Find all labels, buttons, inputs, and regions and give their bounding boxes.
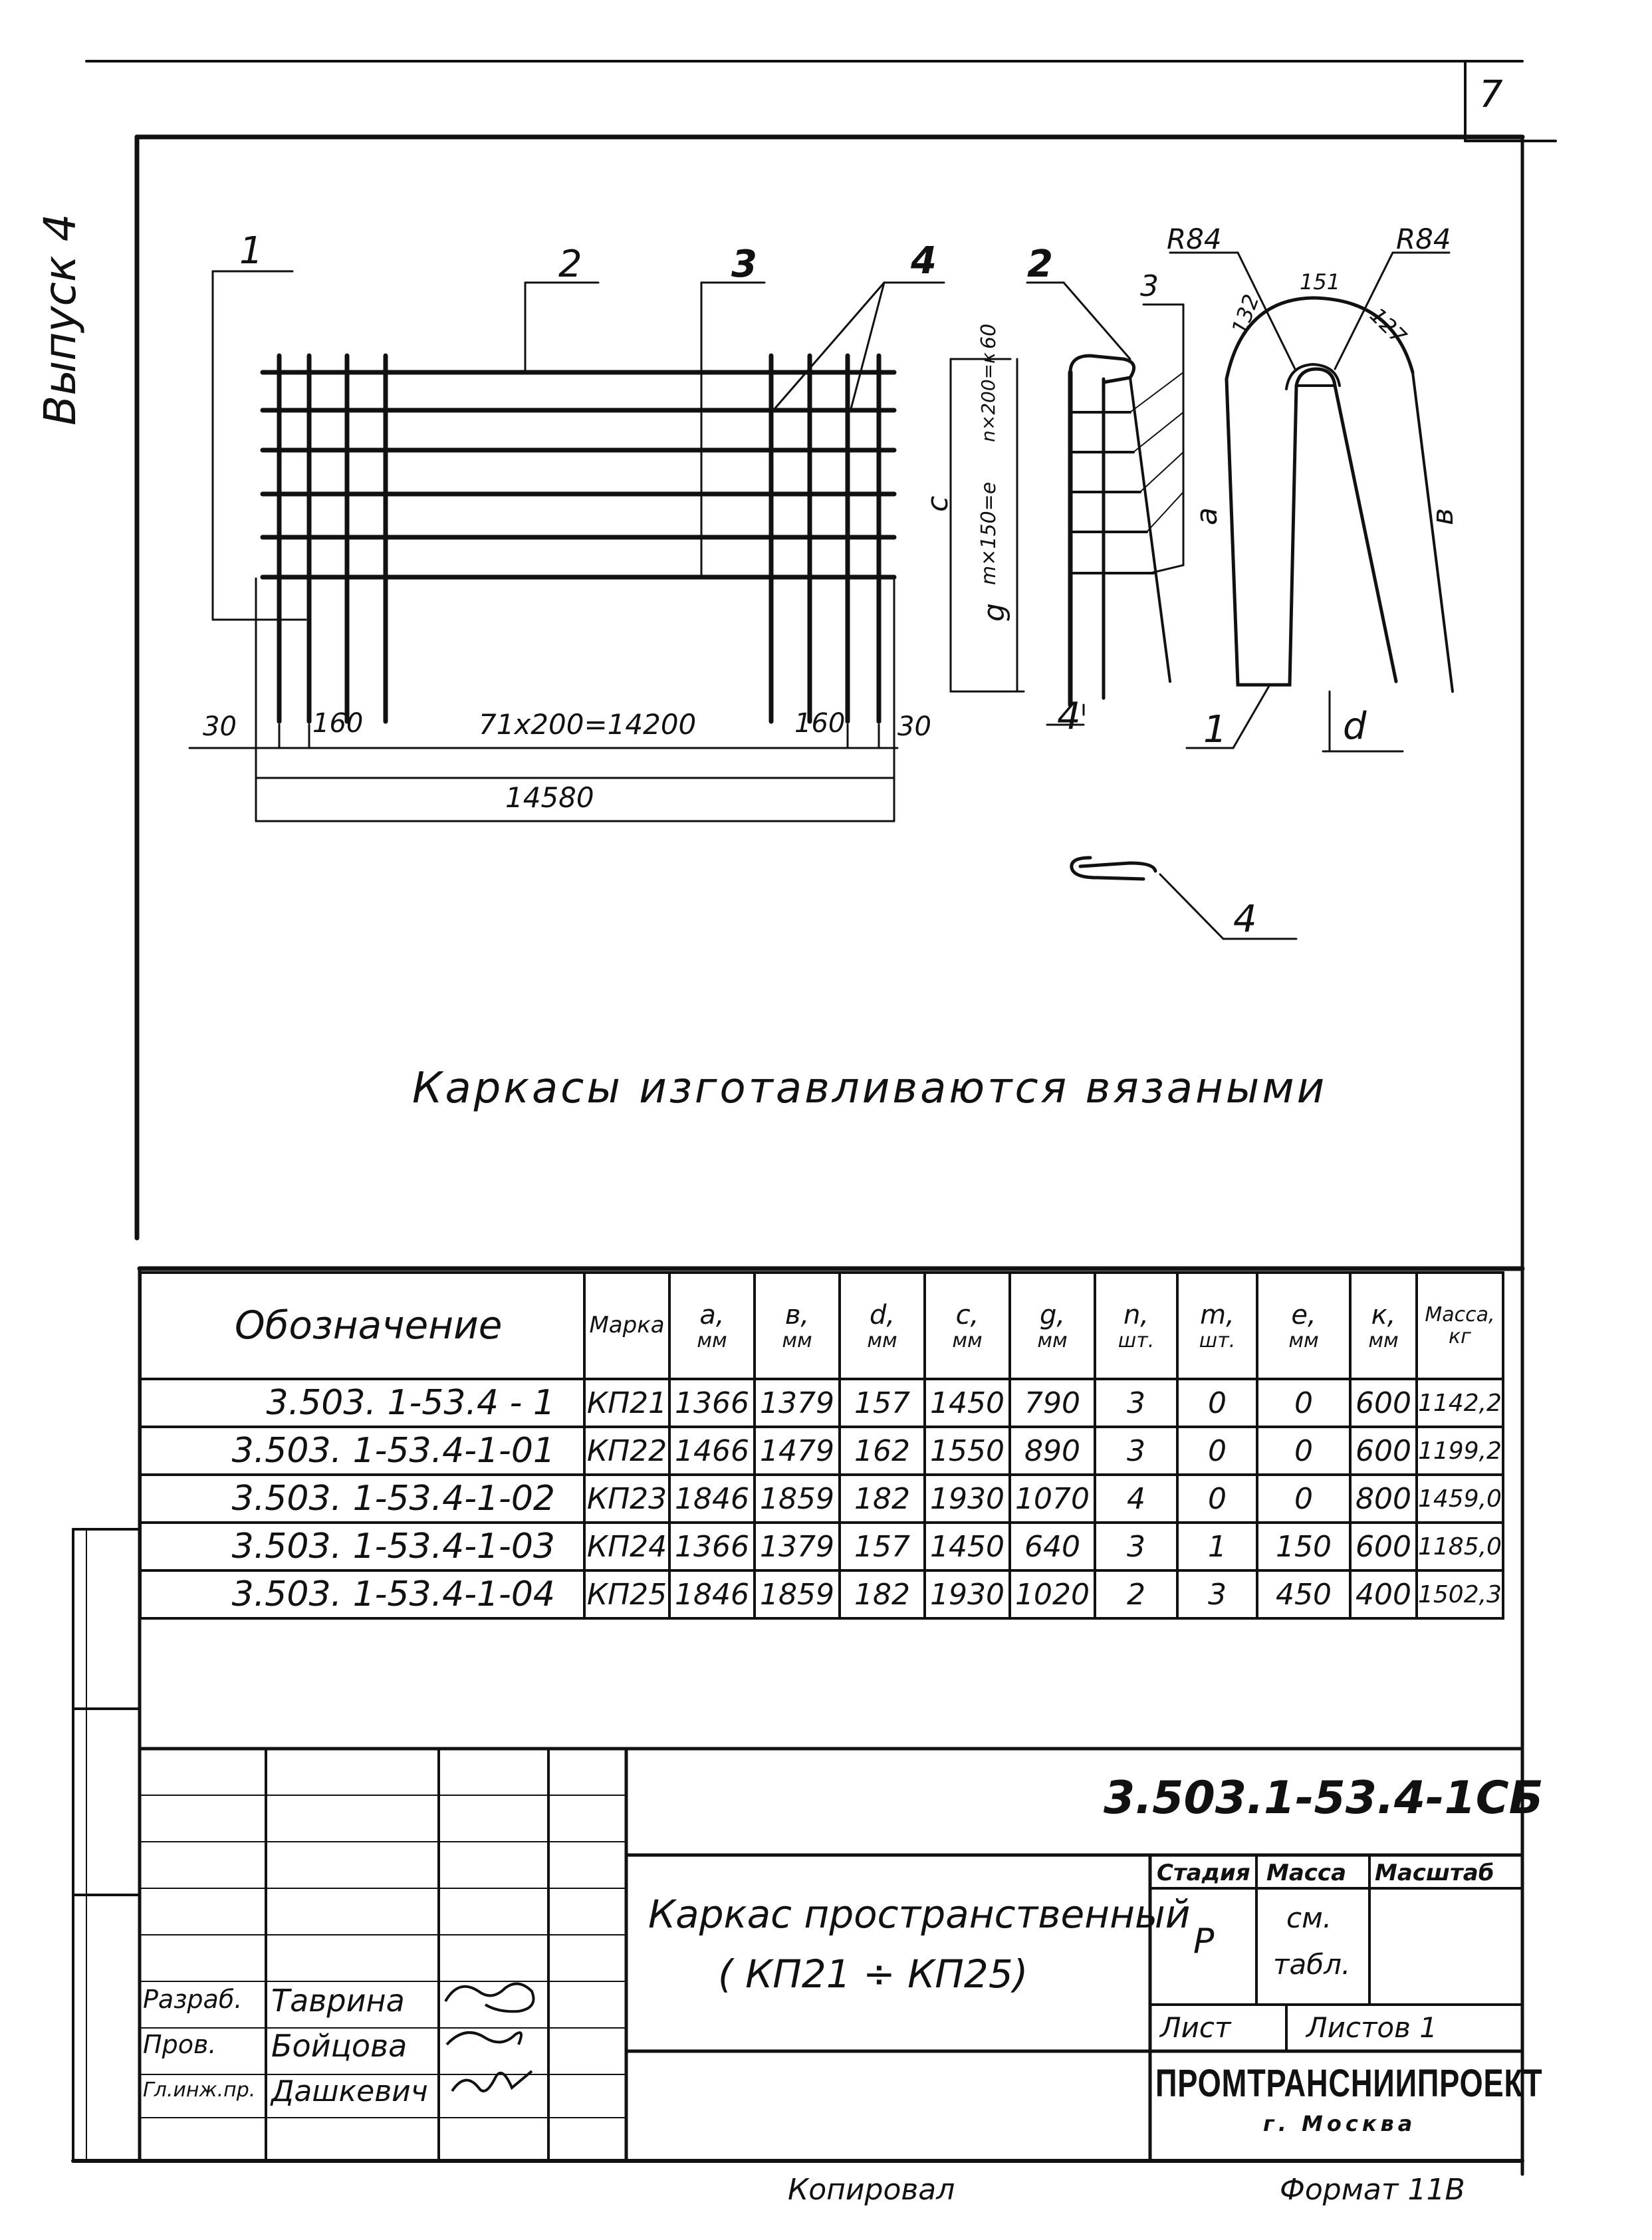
side-label: Выпуск 4	[35, 213, 86, 426]
cell-value: 0	[1177, 1427, 1257, 1475]
header-mark: Марка	[584, 1273, 669, 1379]
cell-mark: КП25	[584, 1570, 669, 1618]
section-callout-4: 4	[1057, 695, 1081, 738]
header-g: g, мм	[1010, 1273, 1095, 1379]
cell-value: 3	[1095, 1523, 1177, 1570]
dim-right-gap: 160	[794, 708, 846, 739]
cell-value: 1466	[669, 1427, 755, 1475]
header-d: d, мм	[840, 1273, 925, 1379]
cell-value: 640	[1010, 1523, 1095, 1570]
cell-value: 1379	[755, 1523, 840, 1570]
cell-value: 3	[1095, 1379, 1177, 1427]
drawing-title-line-2: ( КП21 ÷ КП25)	[718, 1951, 1028, 1997]
signatures	[439, 1971, 558, 2118]
scale-label: Масштаб	[1375, 1860, 1494, 1886]
cell-value: 790	[1010, 1379, 1095, 1427]
section-dim-top: 60	[977, 323, 1001, 349]
cell-value: 450	[1257, 1570, 1350, 1618]
cell-value: 600	[1350, 1379, 1417, 1427]
callout-1: 1	[239, 229, 263, 273]
dim-left-gap: 160	[312, 708, 364, 739]
section-callout-2: 2	[1027, 243, 1053, 286]
table-row	[140, 1523, 1503, 1570]
mass-value-2: табл.	[1273, 1948, 1351, 1981]
cell-mark: КП22	[584, 1427, 669, 1475]
cell-value: 157	[840, 1523, 925, 1570]
header-k: к, мм	[1350, 1273, 1417, 1379]
section-dim-e: m×150=е	[977, 481, 1001, 585]
mass-label: Масса	[1266, 1860, 1347, 1886]
cell-value: 0	[1257, 1379, 1350, 1427]
format-label: Формат 11В	[1280, 2173, 1465, 2207]
u-dim-a: а	[1190, 507, 1224, 525]
role-developer: Разраб.	[143, 1985, 243, 2014]
u-dim-b: в	[1426, 508, 1460, 525]
hook-detail-callout-4: 4	[1233, 898, 1257, 941]
cell-value: 400	[1350, 1570, 1417, 1618]
name-checker: Бойцова	[271, 2028, 408, 2064]
cell-value: 0	[1177, 1475, 1257, 1523]
table-empty-row	[140, 1618, 1503, 1689]
cell-value: 3	[1177, 1570, 1257, 1618]
cell-value: 1846	[669, 1570, 755, 1618]
cell-value: 1199,2	[1417, 1427, 1503, 1475]
section-dim-c: с	[921, 495, 955, 512]
u-dim-127: 127	[1365, 303, 1412, 350]
header-b: в, мм	[755, 1273, 840, 1379]
cell-value: 1020	[1010, 1570, 1095, 1618]
cell-value: 1846	[669, 1475, 755, 1523]
cell-value: 1550	[925, 1427, 1010, 1475]
cell-designation: 3.503. 1-53.4 - 1	[140, 1379, 584, 1427]
cell-value: 157	[840, 1379, 925, 1427]
elevation-view	[263, 356, 894, 721]
section-dim-g: g	[977, 603, 1011, 622]
table-header-row	[140, 1273, 1503, 1379]
header-mass: Масса, кг	[1417, 1273, 1503, 1379]
section-callout-3: 3	[1140, 269, 1159, 303]
cell-mark: КП24	[584, 1523, 669, 1570]
cell-mark: КП21	[584, 1379, 669, 1427]
drawing-title-line-1: Каркас пространственный	[648, 1892, 1191, 1937]
cell-value: 1450	[925, 1379, 1010, 1427]
document-code: 3.503.1-53.4-1СБ	[1104, 1772, 1544, 1824]
cell-value: 1450	[925, 1523, 1010, 1570]
dim-middle: 71х200=14200	[479, 708, 697, 741]
cell-value: 800	[1350, 1475, 1417, 1523]
u-shape-view	[1170, 253, 1453, 751]
cell-value: 4	[1095, 1475, 1177, 1523]
stage-value: Р	[1193, 1922, 1215, 1961]
dim-total: 14580	[505, 781, 594, 814]
cell-value: 1	[1177, 1523, 1257, 1570]
u-radius-left: R84	[1167, 223, 1222, 255]
header-designation: Обозначение	[140, 1273, 584, 1379]
table-row	[140, 1475, 1503, 1523]
organization-city: г. Москва	[1263, 2111, 1417, 2136]
cell-value: 1930	[925, 1475, 1010, 1523]
callout-2: 2	[558, 243, 582, 286]
sheets-label: Листов 1	[1306, 2011, 1437, 2044]
copied-by-label: Копировал	[788, 2173, 955, 2207]
cell-value: 890	[1010, 1427, 1095, 1475]
name-chief-engineer: Дашкевич	[271, 2074, 428, 2108]
cell-value: 1185,0	[1417, 1523, 1503, 1570]
u-dim-d: d	[1343, 705, 1367, 748]
cell-value: 3	[1095, 1427, 1177, 1475]
sheet-label: Лист	[1160, 2011, 1231, 2044]
u-callout-1: 1	[1203, 708, 1227, 751]
dim-right-end: 30	[897, 711, 931, 742]
role-chief-engineer: Гл.инж.пр.	[143, 2078, 256, 2102]
cell-value: 162	[840, 1427, 925, 1475]
hook-detail	[1072, 858, 1296, 939]
cell-value: 1479	[755, 1427, 840, 1475]
name-developer: Таврина	[271, 1983, 405, 2019]
cell-value: 150	[1257, 1523, 1350, 1570]
header-a: а, мм	[669, 1273, 755, 1379]
cell-designation: 3.503. 1-53.4-1-01	[140, 1427, 584, 1475]
cell-value: 182	[840, 1475, 925, 1523]
cell-value: 1859	[755, 1475, 840, 1523]
cell-mark: КП23	[584, 1475, 669, 1523]
cell-value: 1070	[1010, 1475, 1095, 1523]
section-dim-k: n×200=к	[977, 352, 999, 442]
table-row	[140, 1427, 1503, 1475]
fabrication-note: Каркасы изготавливаются вязаными	[412, 1064, 1328, 1113]
cell-value: 1366	[669, 1379, 755, 1427]
stage-label: Стадия	[1157, 1860, 1250, 1886]
cell-value: 2	[1095, 1570, 1177, 1618]
table-row	[140, 1379, 1503, 1427]
callout-4: 4	[911, 239, 937, 283]
specification-table	[139, 1271, 1504, 1689]
header-n: n, шт.	[1095, 1273, 1177, 1379]
dim-left-end: 30	[203, 711, 237, 742]
organization-name: ПРОМТРАНСНИИПРОЕКТ	[1155, 2062, 1543, 2105]
u-dim-151: 151	[1300, 269, 1341, 295]
sheet-number: 7	[1479, 73, 1503, 116]
cell-value: 1859	[755, 1570, 840, 1618]
cell-value: 600	[1350, 1427, 1417, 1475]
cell-designation: 3.503. 1-53.4-1-04	[140, 1570, 584, 1618]
header-m: m, шт.	[1177, 1273, 1257, 1379]
cell-value: 0	[1177, 1379, 1257, 1427]
cell-value: 1379	[755, 1379, 840, 1427]
cell-value: 1459,0	[1417, 1475, 1503, 1523]
u-radius-right: R84	[1396, 223, 1451, 255]
cell-value: 1142,2	[1417, 1379, 1503, 1427]
cell-value: 1930	[925, 1570, 1010, 1618]
header-c: с, мм	[925, 1273, 1010, 1379]
cell-value: 0	[1257, 1475, 1350, 1523]
callout-3: 3	[731, 243, 757, 286]
cell-value: 1366	[669, 1523, 755, 1570]
cell-value: 0	[1257, 1427, 1350, 1475]
cell-designation: 3.503. 1-53.4-1-02	[140, 1475, 584, 1523]
cell-value: 1502,3	[1417, 1570, 1503, 1618]
cell-value: 182	[840, 1570, 925, 1618]
cell-designation: 3.503. 1-53.4-1-03	[140, 1523, 584, 1570]
mass-value-1: см.	[1286, 1902, 1332, 1934]
cell-value: 600	[1350, 1523, 1417, 1570]
table-row	[140, 1570, 1503, 1618]
header-e: е, мм	[1257, 1273, 1350, 1379]
role-checker: Пров.	[143, 2030, 217, 2059]
u-dim-132: 132	[1227, 291, 1264, 338]
